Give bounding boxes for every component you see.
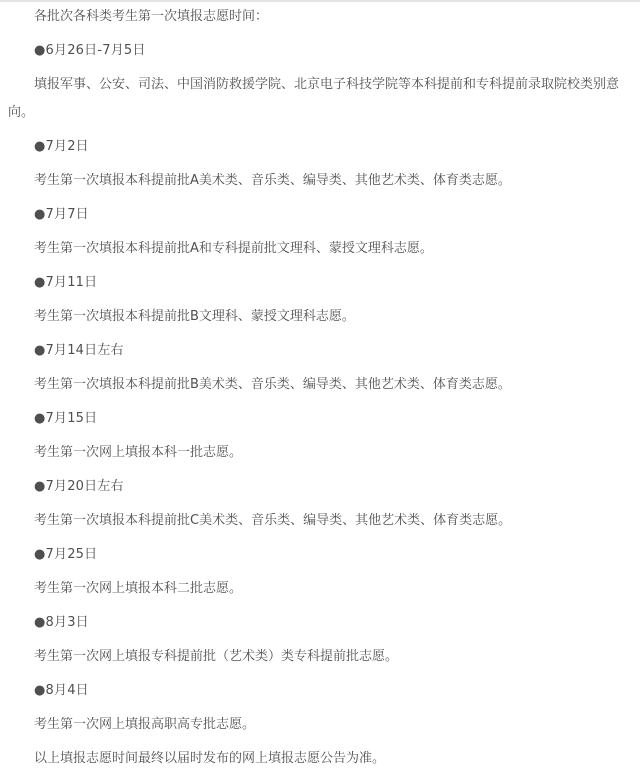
schedule-description: 考生第一次网上填报本科二批志愿。 xyxy=(34,581,243,596)
article-intro: 各批次各科类考生第一次填报志愿时间： xyxy=(34,9,269,24)
schedule-date: ●7月25日 xyxy=(34,547,98,562)
schedule-description: 考生第一次网上填报高职高专批志愿。 xyxy=(34,717,256,732)
schedule-list xyxy=(8,37,620,739)
schedule-date: ●7月20日左右 xyxy=(34,479,124,494)
schedule-description: 考生第一次填报本科提前批B美术类、音乐类、编导类、其他艺术类、体育类志愿。 xyxy=(34,377,511,392)
article-note: 以上填报志愿时间最终以届时发布的网上填报志愿公告为准。 xyxy=(34,751,386,766)
schedule-description: 考生第一次填报本科提前批A美术类、音乐类、编导类、其他艺术类、体育类志愿。 xyxy=(34,173,511,188)
schedule-description: 考生第一次填报本科提前批B文理科、蒙授文理科志愿。 xyxy=(34,309,355,324)
schedule-description: 考生第一次填报本科提前批C美术类、音乐类、编导类、其他艺术类、体育类志愿。 xyxy=(34,513,512,528)
schedule-date: ●8月4日 xyxy=(34,683,89,698)
schedule-date: ●7月11日 xyxy=(34,275,98,290)
schedule-date: ●7月7日 xyxy=(34,207,89,222)
schedule-description: 考生第一次网上填报本科一批志愿。 xyxy=(34,445,243,460)
schedule-date: ●8月3日 xyxy=(34,615,89,630)
schedule-description: 考生第一次网上填报专科提前批（艺术类）类专科提前批志愿。 xyxy=(34,649,399,664)
schedule-description: 填报军事、公安、司法、中国消防救援学院、北京电子科技学院等本科提前和专科提前录取院校类别意向。 xyxy=(8,77,620,120)
schedule-date: ●6月26日-7月5日 xyxy=(34,43,146,58)
schedule-date: ●7月2日 xyxy=(34,139,89,154)
schedule-date: ●7月15日 xyxy=(34,411,98,426)
schedule-date: ●7月14日左右 xyxy=(34,343,124,358)
schedule-description: 考生第一次填报本科提前批A和专科提前批文理科、蒙授文理科志愿。 xyxy=(34,241,433,256)
